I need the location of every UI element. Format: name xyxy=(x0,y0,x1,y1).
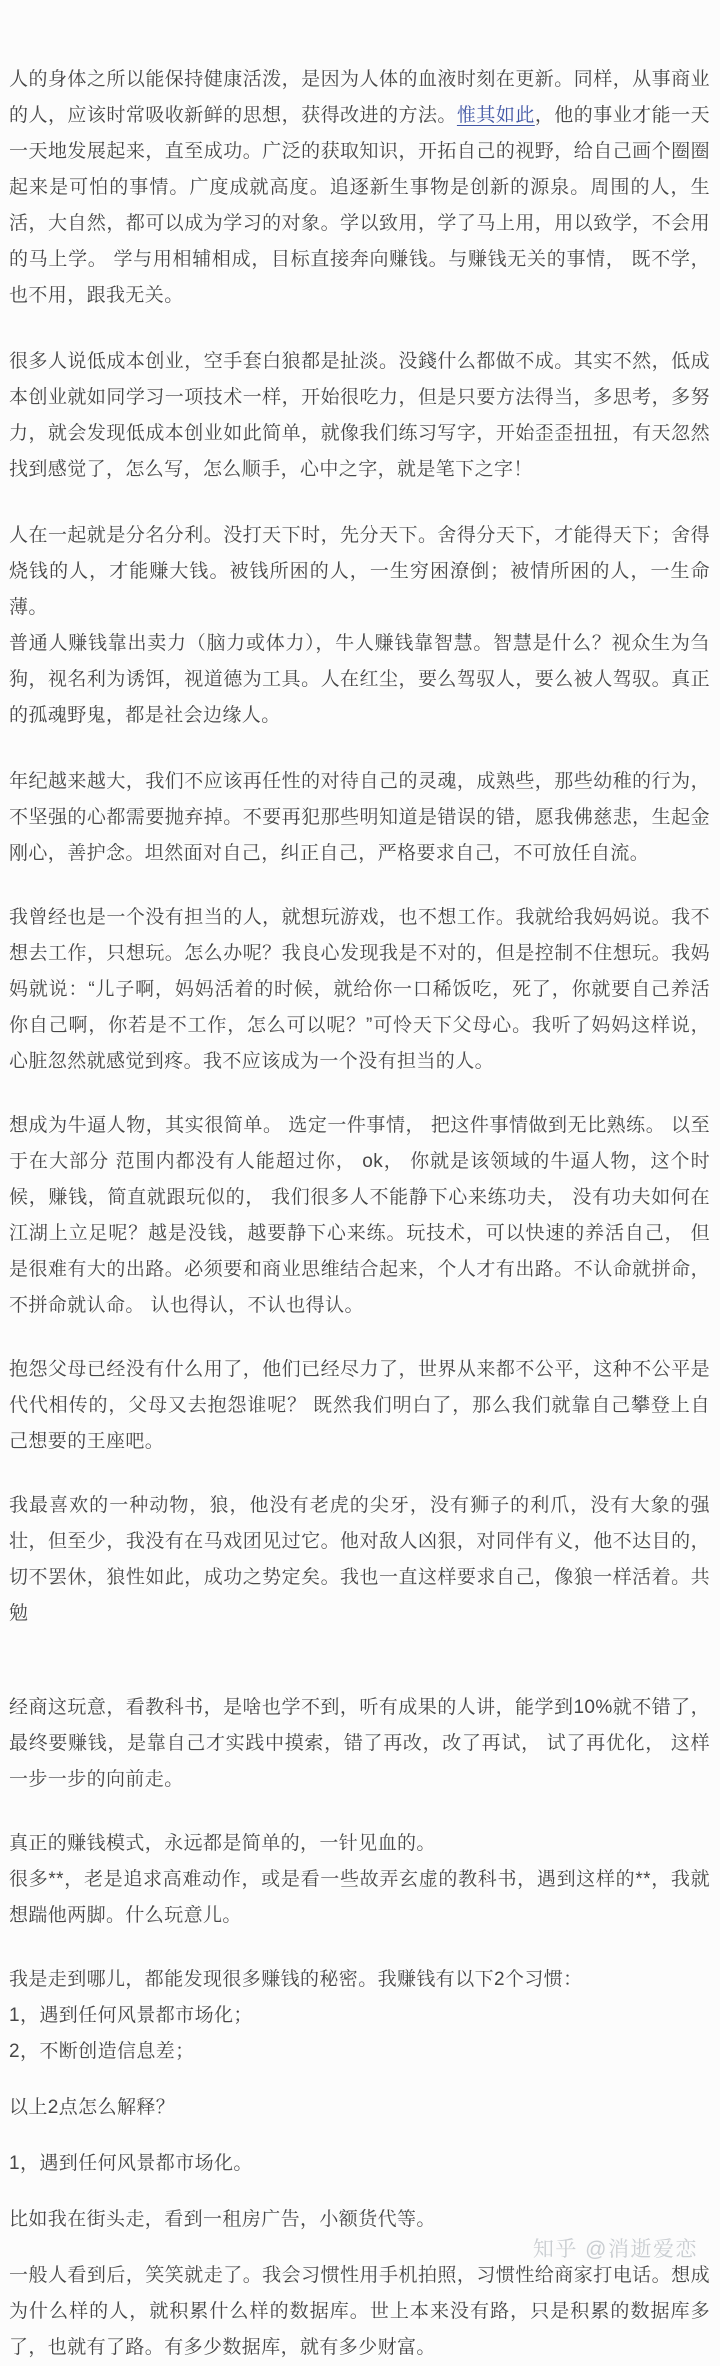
paragraph: 经商这玩意，看教科书，是啥也学不到，听有成果的人讲，能学到10%就不错了， 最终要赚钱，是靠自己才实践中摸索，错了再改，改了再试， 试了再优化， 这样一步一步的向前走。 xyxy=(9,1697,710,1790)
paragraph: 想成为牛逼人物，其实很简单。 选定一件事情， 把这件事情做到无比熟练。 以至于在大部分 范围内都没有人能超过你， ok， 你就是该领域的牛逼人物，这个时候，赚钱，简直就跟玩似的， 我们很多人不能静下心来练功夫， 没有功夫如何在江湖上立足呢？越是没钱，越要静下心来练。玩技术，可以快速的养活自己， 但是很难有大的出路。必须要和商业思维结合起来，个人才有出路。不认命就拼命，不拼命就认命。 认也得认，不认也得认。 xyxy=(9,1115,710,1316)
paragraph: 一般人看到后，笑笑就走了。我会习惯性用手机拍照，习惯性给商家打电话。想成为什么样的人，就积累什么样的数据库。世上本来没有路，只是积累的数据库多了，也就有了路。有多少数据库，就有多少财富。 xyxy=(9,2265,710,2358)
paragraph: 1，遇到任何风景都市场化。 xyxy=(9,2153,253,2174)
intro-text-before: 人的身体之所以能保持健康活泼，是因为人体的血液时刻在更新。同样，从事商业的人，应该时常吸收新鲜的思想，获得改进的方法。 xyxy=(9,69,710,126)
paragraph: 人在一起就是分名分利。没打天下时，先分天下。舍得分天下，才能得天下；舍得烧钱的人，才能赚大钱。被钱所困的人，一生穷困潦倒；被情所困的人，一生命薄。 xyxy=(9,525,710,618)
highlighted-term-link[interactable]: 惟其如此 xyxy=(456,105,535,126)
paragraph: 以上2点怎么解释？ xyxy=(9,2097,176,2118)
list-item-habit-2: 2，不断创造信息差； xyxy=(9,2041,195,2062)
paragraph-intro xyxy=(9,62,710,314)
paragraph: 很多**，老是追求高难动作，或是看一些故弄玄虚的教科书，遇到这样的**，我就想踹他两脚。什么玩意儿。 xyxy=(9,1869,710,1926)
intro-text-after: ，他的事业才能一天一天地发展起来，直至成功。广泛的获取知识，开拓自己的视野，给自己画个圈圈起来是可怕的事情。广度成就高度。追逐新生事物是创新的源泉。周围的人，生活，大自然，都可以成为学习的对象。学以致用，学了马上用，用以致学，不会用的马上学。 学与用相辅相成，目标直接奔向赚钱。与赚钱无关的事情， 既不学，也不用，跟我无关。 xyxy=(9,105,711,306)
list-item-habit-1: 1，遇到任何风景都市场化； xyxy=(9,2005,253,2026)
paragraph: 年纪越来越大，我们不应该再任性的对待自己的灵魂，成熟些，那些幼稚的行为，不坚强的心都需要抛弃掉。不要再犯那些明知道是错误的错，愿我佛慈悲，生起金刚心，善护念。坦然面对自己，纠正自己，严格要求自己，不可放任自流。 xyxy=(9,771,710,864)
paragraph: 我最喜欢的一种动物，狼，他没有老虎的尖牙，没有狮子的利爪，没有大象的强壮，但至少，我没有在马戏团见过它。他对敌人凶狠，对同伴有义，他不达目的，切不罢休，狼性如此，成功之势定矣。我也一直这样要求自己，像狼一样活着。共勉 xyxy=(9,1495,710,1624)
paragraph: 我是走到哪儿，都能发现很多赚钱的秘密。我赚钱有以下2个习惯： xyxy=(9,1969,583,1990)
zhihu-watermark: 知乎 @消逝爱恋 xyxy=(532,2238,698,2261)
paragraph: 我曾经也是一个没有担当的人，就想玩游戏，也不想工作。我就给我妈妈说。我不想去工作，只想玩。怎么办呢？我良心发现我是不对的，但是控制不住想玩。我妈妈就说：“儿子啊，妈妈活着的时候，就给你一口稀饭吃，死了，你就要自己养活你自己啊，你若是不工作，怎么可以呢？”可怜天下父母心。我听了妈妈这样说，心脏忽然就感觉到疼。我不应该成为一个没有担当的人。 xyxy=(9,907,710,1072)
paragraph: 普通人赚钱靠出卖力（脑力或体力），牛人赚钱靠智慧。智慧是什么？视众生为刍狗，视名利为诱饵，视道德为工具。人在红尘，要么驾驭人，要么被人驾驭。真正的孤魂野鬼，都是社会边缘人。 xyxy=(9,633,710,726)
paragraph: 比如我在街头走，看到一租房广告，小额货代等。 xyxy=(9,2209,436,2230)
paragraph: 真正的赚钱模式，永远都是简单的，一针见血的。 xyxy=(9,1833,436,1854)
paragraph: 很多人说低成本创业，空手套白狼都是扯淡。没錢什么都做不成。其实不然，低成本创业就如同学习一项技术一样，开始很吃力，但是只要方法得当，多思考，多努力，就会发现低成本创业如此简单，就像我们练习写字，开始歪歪扭扭，有天忽然找到感觉了，怎么写，怎么顺手，心中之字，就是笔下之字！ xyxy=(9,351,710,480)
paragraph: 抱怨父母已经没有什么用了，他们已经尽力了，世界从来都不公平，这种不公平是代代相传的，父母又去抱怨谁呢？ 既然我们明白了，那么我们就靠自己攀登上自己想要的王座吧。 xyxy=(9,1359,710,1452)
